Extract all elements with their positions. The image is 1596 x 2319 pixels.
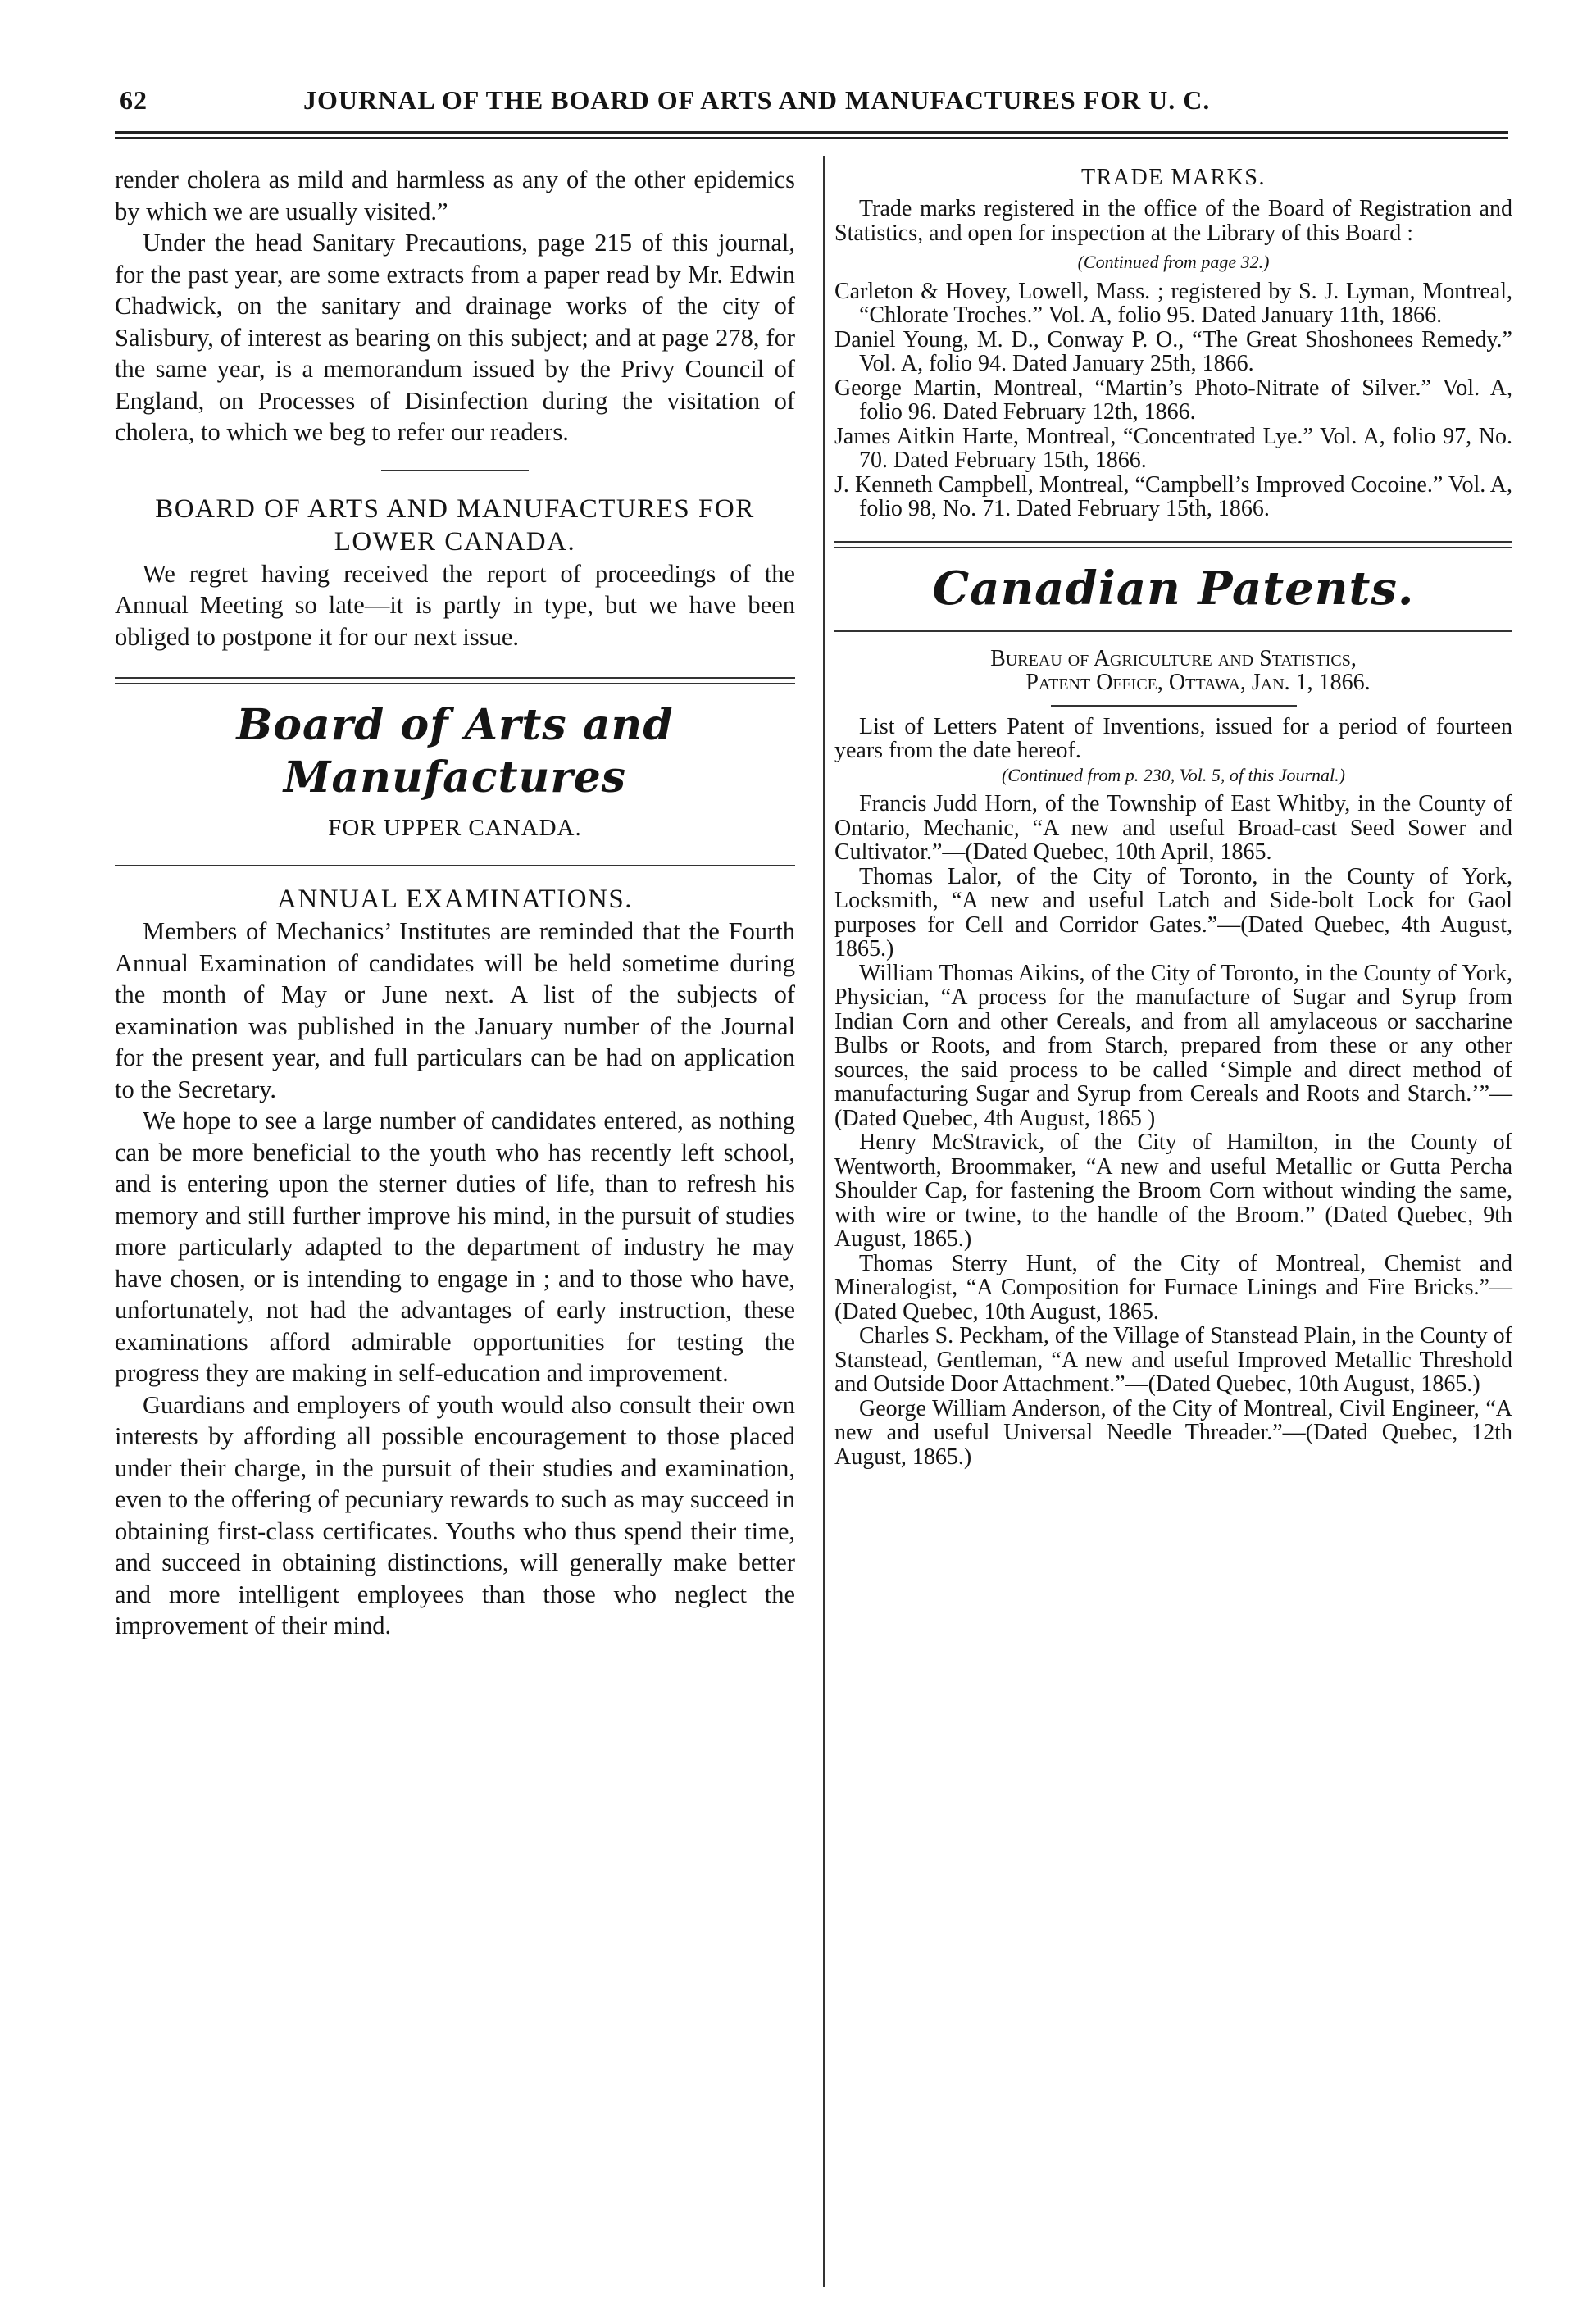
running-head — [115, 85, 1508, 118]
trade-entry: James Aitkin Harte, Montreal, “Concentrated Lye.” Vol. A, folio 97, No. 70. Dated February 15th, 1866. — [834, 423, 1512, 473]
running-title: JOURNAL OF THE BOARD OF ARTS AND MANUFACTURES FOR U. C. — [303, 85, 1211, 115]
right-column — [834, 164, 1512, 1469]
canadian-patents-title: Canadian Patents. — [932, 561, 1415, 616]
bureau-line: Bureau of Agriculture and Statistics, — [990, 645, 1357, 671]
patent-entry: George William Anderson, of the City of Montreal, Civil Engineer, “A new and useful Universal Needle Threader.”—(Dated Quebec, 12th August, 1865.) — [834, 1395, 1512, 1470]
trade-entry: Carleton & Hovey, Lowell, Mass. ; registered by S. J. Lyman, Montreal, “Chlorate Troches.” Vol. A, folio 95. Dated January 11th, 1866. — [834, 278, 1512, 328]
trade-marks-intro: Trade marks registered in the office of the Board of Registration and Statistics, and open for inspection at the Library of this Board : — [834, 196, 1512, 246]
exams-paragraph-2: We hope to see a large number of candidates entered, as nothing can be more beneficial to the youth who has recently left school, and is entering upon the sterner duties of life, than to refresh his memory and still further improve his mind, in the pursuit of studies more particularly adapted to the department of industry he may have chosen, or is intending to engage in ; and to those who have, unfortunately, not had the advantages of early instruction, these examinations afford admirable opportunities for testing the progress they are making in self-education and improvement. — [115, 1107, 795, 1387]
header-rule-top — [115, 131, 1508, 134]
trade-entry: George Martin, Montreal, “Martin’s Photo-Nitrate of Silver.” Vol. A, folio 96. Dated February 12th, 1866. — [834, 375, 1512, 425]
patent-entry: Francis Judd Horn, of the Township of East Whitby, in the County of Ontario, Mechanic, “A new and useful Broad-cast Seed Sower and Cultivator.”—(Dated Quebec, 10th April, 1865. — [834, 791, 1512, 865]
sanitary-paragraph: Under the head Sanitary Precautions, page 215 of this journal, for the past year, are some extracts from a paper read by Mr. Edwin Chadwick, on the sanitary and drainage works of the city of Salisbury, of interest as bearing on this subject; and at page 278, for the same year, is a memorandum issued by the Privy Council of England, on Processes of Disinfection during the visitation of cholera, to which we beg to refer our readers. — [115, 229, 795, 446]
trade-marks-heading: TRADE MARKS. — [1081, 165, 1266, 190]
lower-canada-heading: BOARD OF ARTS AND MANUFACTURES FOR LOWER CANADA. — [155, 493, 755, 557]
upper-board-title: Board of Arts and Manufactures — [236, 700, 674, 803]
exams-paragraph-1: Members of Mechanics’ Institutes are reminded that the Fourth Annual Examination of candidates will be held sometime during the month of May or June next. A list of the subjects of examination was published in the January number of the Journal for the present year, and full particulars can be had on application to the Secretary. — [115, 917, 795, 1103]
double-rule — [115, 677, 795, 684]
patent-entry: William Thomas Aikins, of the City of Toronto, in the County of York, Physician, “A process for the manufacture of Sugar and Syrup from Indian Corn and other Cereals, and from all amylaceous or saccharine Bulbs or Roots, and from Starch, prepared from these or any other sources, the said process to be called ‘Simple and direct method of manufacturing Sugar and Syrup from Cereals and Roots and Starch.’”—(Dated Quebec, 4th August, 1865 ) — [834, 960, 1512, 1131]
exams-heading: ANNUAL EXAMINATIONS. — [277, 884, 633, 914]
patent-entry: Thomas Lalor, of the City of Toronto, in the County of York, Locksmith, “A new and useful Latch and Side-bolt Lock for Gaol purposes for Cell and Corridor Gates.”—(Dated Quebec, 4th August, 1865.) — [834, 863, 1512, 962]
trade-entry: Daniel Young, M. D., Conway P. O., “The Great Shoshonees Remedy.” Vol. A, folio 94. Dated January 25th, 1866. — [834, 326, 1512, 376]
patent-entry: Charles S. Peckham, of the Village of Stanstead Plain, in the County of Stanstead, Gentleman, “A new and useful Improved Metallic Threshold and Outside Door Attachment.”—(Dated Quebec, 10th August, 1865.) — [834, 1323, 1512, 1397]
exams-paragraph-3: Guardians and employers of youth would also consult their own interests by affording all possible encouragement to those placed under their charge, in the pursuit of their studies and examination, even to the offering of pecuniary rewards to such as may succeed in obtaining first-class certificates. Youths who thus spend their time, and succeed in obtaining distinctions, will generally make better and more intelligent employees than those who neglect the improvement of their mind. — [115, 1390, 795, 1639]
left-column — [115, 164, 795, 1642]
column-divider — [823, 156, 825, 2287]
page-number: 62 — [120, 85, 148, 115]
double-rule — [834, 541, 1512, 548]
upper-board-subtitle: FOR UPPER CANADA. — [328, 815, 582, 841]
lower-canada-paragraph: We regret having received the report of proceedings of the Annual Meeting so late—it is partly in type, but we have been obliged to postpone it for our next issue. — [115, 559, 795, 651]
patent-continued-note: (Continued from p. 230, Vol. 5, of this Journal.) — [1001, 764, 1345, 785]
continued-paragraph: render cholera as mild and harmless as any of the other epidemics by which we are usually visited.” — [115, 166, 795, 225]
patent-list-title: List of Letters Patent of Inventions, issued for a period of fourteen years from the date hereof. — [834, 713, 1512, 763]
trade-continued-note: (Continued from page 32.) — [1077, 252, 1270, 272]
patent-entry: Henry McStravick, of the City of Hamilton, in the County of Wentworth, Broommaker, “A new and useful Metallic or Gutta Percha Shoulder Cap, for fastening the Broom Corn without winding the same, with wire or twine, to the handle of the Broom.” (Dated Quebec, 9th August, 1865.) — [834, 1130, 1512, 1252]
patent-entry: Thomas Sterry Hunt, of the City of Montreal, Chemist and Mineralogist, “A Composition for Furnace Linings and Fire Bricks.”—(Dated Quebec, 10th August, 1865. — [834, 1250, 1512, 1325]
header-rule-bottom — [115, 137, 1508, 139]
patent-office-line: Patent Office, Ottawa, Jan. 1, 1866. — [1025, 670, 1371, 695]
trade-entry: J. Kenneth Campbell, Montreal, “Campbell’s Improved Cocoine.” Vol. A, folio 98, No. 71. Dated February 15th, 1866. — [834, 471, 1512, 521]
